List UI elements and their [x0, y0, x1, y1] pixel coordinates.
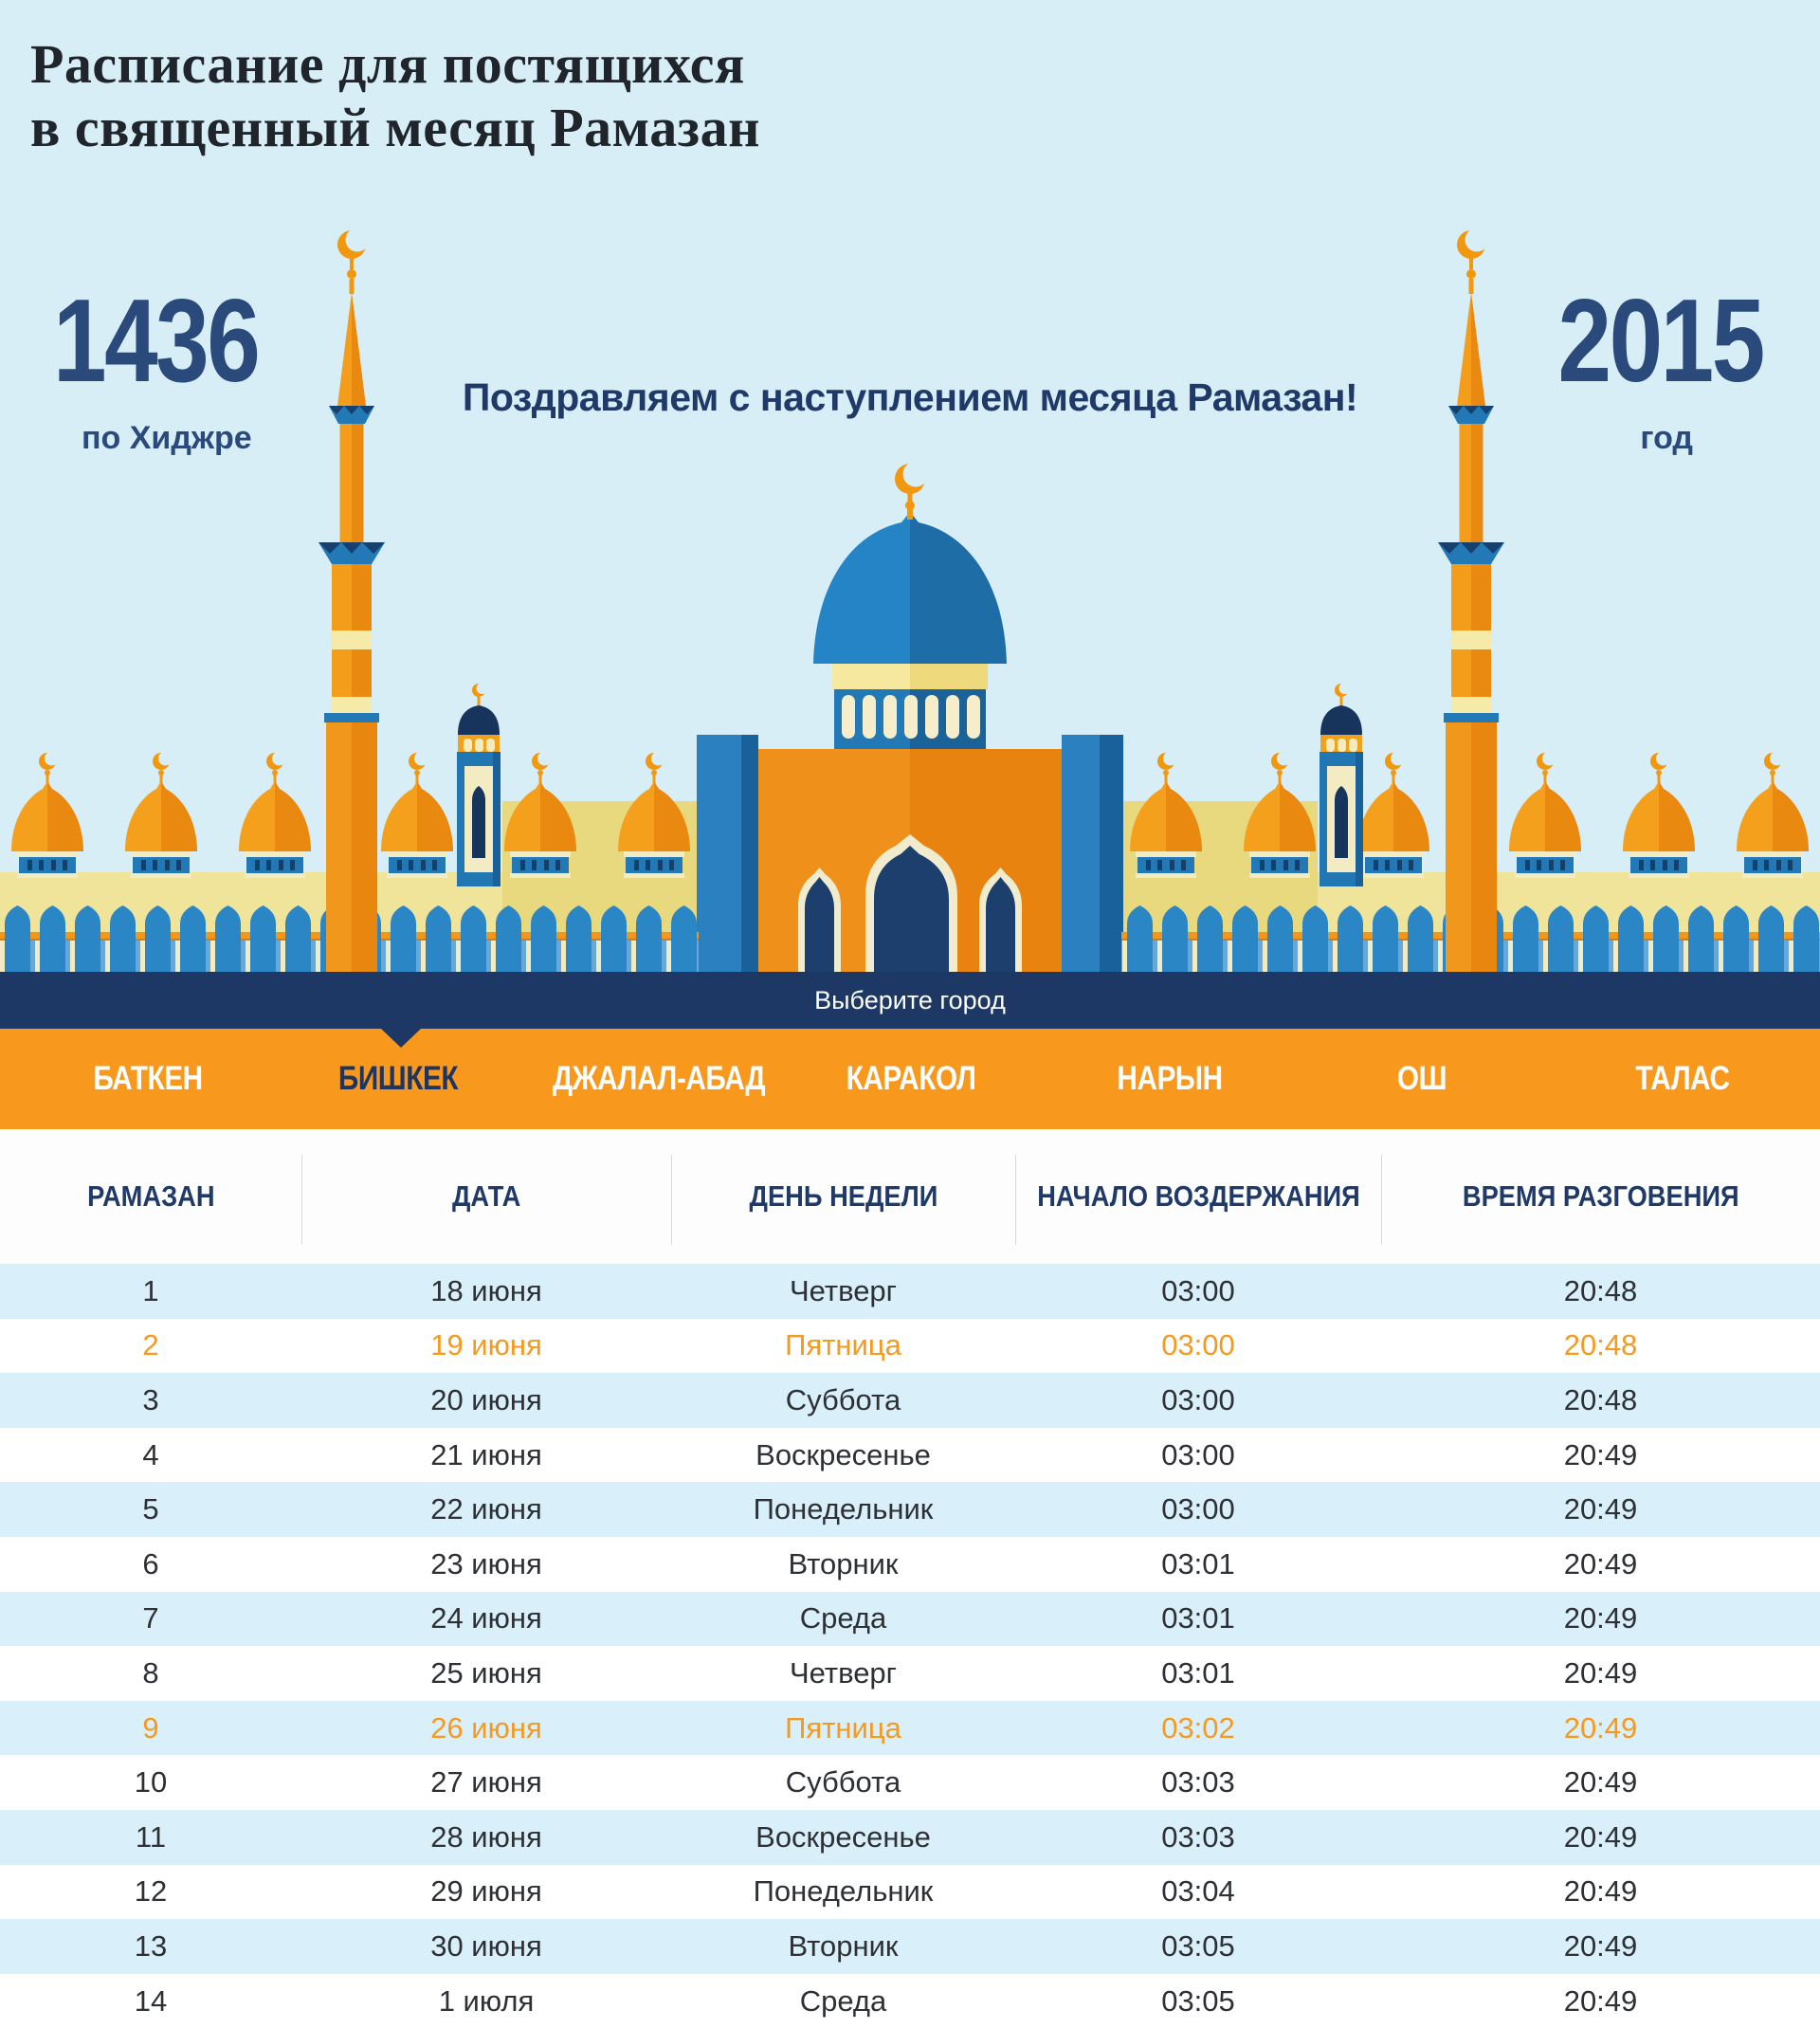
column-divider: [1015, 1155, 1016, 1245]
cell-fast-end: 20:49: [1563, 1437, 1638, 1471]
title-line-2: в священный месяц Рамазан: [30, 97, 761, 158]
cell-ramazan-day: 3: [142, 1382, 159, 1416]
hijri-year-block: [53, 276, 303, 456]
cell-weekday: Четверг: [790, 1273, 897, 1307]
gregorian-year-block: [1513, 276, 1763, 456]
cell-weekday: Понедельник: [753, 1492, 934, 1526]
cell-fast-start: 03:03: [1161, 1819, 1235, 1854]
cell-fast-start: 03:05: [1161, 1983, 1235, 2018]
cell-weekday: Воскресенье: [755, 1819, 931, 1854]
cell-ramazan-day: 12: [134, 1874, 168, 1909]
schedule-table-header: [0, 1129, 1820, 1264]
column-header-fast-end: ВРЕМЯ РАЗГОВЕНИЯ: [1462, 1179, 1739, 1213]
cell-fast-start: 03:00: [1161, 1328, 1235, 1362]
cell-fast-end: 20:48: [1563, 1273, 1638, 1307]
column-divider: [301, 1155, 302, 1245]
cell-date: 27 июня: [430, 1765, 542, 1800]
left-minaret: [318, 228, 385, 973]
cell-fast-end: 20:49: [1563, 1710, 1638, 1745]
cell-fast-end: 20:49: [1563, 1928, 1638, 1963]
city-tab-jalal-abad[interactable]: ДЖАЛАЛ-АБАД: [552, 1060, 766, 1097]
cell-ramazan-day: 2: [142, 1328, 159, 1362]
cell-weekday: Суббота: [785, 1382, 901, 1416]
city-tab-osh[interactable]: ОШ: [1396, 1060, 1447, 1097]
cell-ramazan-day: 1: [142, 1273, 159, 1307]
cell-ramazan-day: 4: [142, 1437, 159, 1471]
table-row: [0, 1319, 1820, 1374]
cell-weekday: Пятница: [785, 1328, 901, 1362]
cell-date: 1 июля: [438, 1983, 535, 2018]
cell-ramazan-day: 11: [135, 1819, 167, 1854]
column-divider: [671, 1155, 672, 1245]
table-row: [0, 1428, 1820, 1483]
table-row: [0, 1646, 1820, 1701]
cell-date: 25 июня: [430, 1655, 542, 1690]
cell-date: 24 июня: [430, 1601, 542, 1635]
cell-fast-end: 20:49: [1563, 1655, 1638, 1690]
cell-date: 21 июня: [430, 1437, 542, 1471]
city-tabs-bar: [0, 1029, 1820, 1129]
cell-date: 22 июня: [430, 1492, 542, 1526]
cell-weekday: Пятница: [785, 1710, 901, 1745]
page-title: [30, 32, 760, 159]
city-tab-batken[interactable]: БАТКЕН: [93, 1060, 203, 1097]
cell-date: 23 июня: [430, 1546, 542, 1580]
table-row: [0, 1264, 1820, 1319]
table-row: [0, 1755, 1820, 1810]
cell-fast-end: 20:49: [1563, 1546, 1638, 1580]
main-dome: [813, 512, 910, 664]
city-tab-naryn[interactable]: НАРЫН: [1117, 1060, 1223, 1097]
city-tab-talas[interactable]: ТАЛАС: [1635, 1060, 1730, 1097]
cell-date: 26 июня: [430, 1710, 542, 1745]
cell-ramazan-day: 5: [142, 1492, 159, 1526]
cell-fast-start: 03:03: [1161, 1765, 1235, 1800]
cell-fast-end: 20:48: [1563, 1382, 1638, 1416]
cell-fast-start: 03:02: [1161, 1710, 1235, 1745]
cell-ramazan-day: 14: [134, 1983, 168, 2018]
cell-fast-end: 20:49: [1563, 1765, 1638, 1800]
cell-date: 29 июня: [430, 1874, 542, 1909]
cell-date: 19 июня: [430, 1328, 542, 1362]
table-row: [0, 1482, 1820, 1537]
schedule-table-body: [0, 1264, 1820, 2028]
cell-weekday: Среда: [799, 1983, 887, 2018]
cell-fast-start: 03:01: [1161, 1601, 1235, 1635]
right-mini-tower: [1320, 683, 1363, 886]
table-row: [0, 1865, 1820, 1920]
cell-fast-end: 20:49: [1563, 1601, 1638, 1635]
cell-weekday: Вторник: [788, 1928, 899, 1963]
cell-weekday: Понедельник: [753, 1874, 934, 1909]
left-mini-tower: [457, 683, 500, 886]
cell-weekday: Среда: [799, 1601, 887, 1635]
title-line-1: Расписание для постящихся: [30, 33, 745, 95]
column-header-date: ДАТА: [451, 1179, 521, 1213]
cell-date: 30 июня: [430, 1928, 542, 1963]
cell-fast-start: 03:04: [1161, 1874, 1235, 1909]
table-row: [0, 1810, 1820, 1865]
central-building: [697, 462, 1123, 973]
cell-fast-start: 03:01: [1161, 1546, 1235, 1580]
hijri-year-label: по Хиджре: [82, 420, 252, 456]
table-row: [0, 1537, 1820, 1592]
cell-fast-start: 03:00: [1161, 1273, 1235, 1307]
gregorian-year-label: год: [1640, 420, 1693, 456]
table-row: [0, 1919, 1820, 1974]
cell-weekday: Четверг: [790, 1655, 897, 1690]
cell-fast-end: 20:48: [1563, 1328, 1638, 1362]
hijri-year-value: 1436: [53, 276, 259, 407]
cell-ramazan-day: 9: [142, 1710, 159, 1745]
cell-weekday: Воскресенье: [755, 1437, 931, 1471]
table-row: [0, 1701, 1820, 1756]
cell-fast-end: 20:49: [1563, 1983, 1638, 2018]
cell-fast-start: 03:01: [1161, 1655, 1235, 1690]
cell-ramazan-day: 8: [142, 1655, 159, 1690]
cell-date: 28 июня: [430, 1819, 542, 1854]
cell-fast-end: 20:49: [1563, 1874, 1638, 1909]
table-row: [0, 1373, 1820, 1428]
cell-ramazan-day: 13: [134, 1928, 168, 1963]
cell-date: 20 июня: [430, 1382, 542, 1416]
cell-fast-start: 03:00: [1161, 1437, 1235, 1471]
cell-ramazan-day: 7: [142, 1601, 159, 1635]
right-minaret: [1438, 228, 1504, 973]
city-picker-bar: [0, 972, 1820, 1029]
greeting-text: Поздравляем с наступлением месяца Рамазан!: [462, 375, 1358, 419]
cell-fast-start: 03:00: [1161, 1382, 1235, 1416]
cell-fast-start: 03:05: [1161, 1928, 1235, 1963]
city-picker-label: Выберите город: [814, 985, 1006, 1014]
cell-fast-start: 03:00: [1161, 1492, 1235, 1526]
cell-ramazan-day: 6: [142, 1546, 159, 1580]
cell-weekday: Вторник: [788, 1546, 899, 1580]
cell-ramazan-day: 10: [134, 1765, 168, 1800]
table-row: [0, 1592, 1820, 1647]
cell-date: 18 июня: [430, 1273, 542, 1307]
cell-fast-end: 20:49: [1563, 1819, 1638, 1854]
column-header-weekday: ДЕНЬ НЕДЕЛИ: [749, 1179, 937, 1213]
city-tab-bishkek[interactable]: БИШКЕК: [337, 1060, 459, 1097]
gregorian-year-value: 2015: [1557, 276, 1763, 407]
city-tab-karakol[interactable]: КАРАКОЛ: [846, 1060, 976, 1097]
cell-fast-end: 20:49: [1563, 1492, 1638, 1526]
column-header-fast-start: НАЧАЛО ВОЗДЕРЖАНИЯ: [1037, 1179, 1360, 1213]
column-divider: [1381, 1155, 1382, 1245]
cell-weekday: Суббота: [785, 1765, 901, 1800]
table-row: [0, 1974, 1820, 2028]
column-header-ramazan: РАМАЗАН: [86, 1179, 215, 1213]
